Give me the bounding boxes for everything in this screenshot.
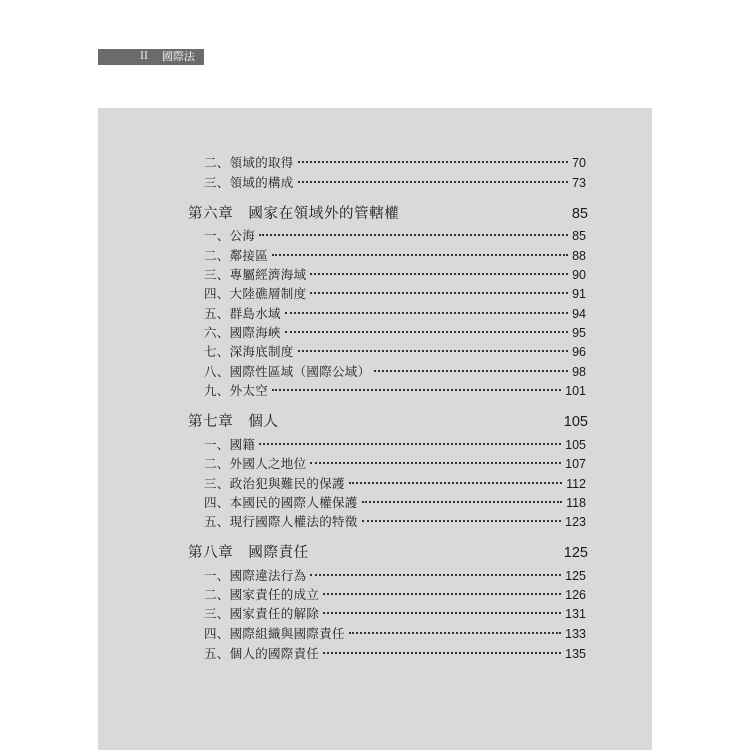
dot-leader	[298, 161, 568, 163]
dot-leader	[272, 389, 561, 391]
toc-entry[interactable]	[204, 455, 586, 473]
toc-entry[interactable]	[204, 343, 586, 361]
entry-page: 118	[566, 496, 586, 510]
entry-title: 二、領域的取得	[204, 155, 294, 170]
toc-entry[interactable]	[204, 567, 586, 585]
entry-title: 三、專屬經濟海域	[204, 267, 307, 282]
entry-page: 112	[566, 477, 586, 491]
toc-entry[interactable]	[204, 586, 586, 604]
dot-leader	[298, 350, 568, 352]
entry-title: 八、國際性區域（國際公域）	[204, 364, 371, 379]
entry-title: 三、政治犯與難民的保護	[204, 476, 345, 491]
dot-leader	[285, 331, 568, 333]
dot-leader	[259, 443, 561, 445]
running-header	[98, 49, 204, 65]
chapter-page: 85	[571, 206, 588, 222]
toc-entry[interactable]	[204, 436, 586, 454]
toc-entry[interactable]	[204, 227, 586, 245]
toc-entry[interactable]	[204, 363, 586, 381]
toc-panel	[98, 108, 652, 750]
toc-entry[interactable]	[204, 625, 586, 643]
toc-entry[interactable]	[204, 324, 586, 342]
entry-title: 九、外太空	[204, 383, 269, 398]
entry-page: 131	[565, 607, 586, 621]
toc-entry[interactable]	[204, 475, 586, 493]
header-page-number: II	[140, 51, 148, 62]
toc-entry[interactable]	[204, 174, 586, 192]
entry-page: 88	[572, 249, 586, 263]
entry-page: 90	[572, 268, 586, 282]
entry-title: 五、群島水域	[204, 306, 281, 321]
entry-title: 二、外國人之地位	[204, 456, 307, 471]
entry-title: 五、個人的國際責任	[204, 646, 320, 661]
entry-title: 一、公海	[204, 228, 256, 243]
entry-page: 98	[572, 365, 586, 379]
entry-title: 四、本國民的國際人權保護	[204, 495, 358, 510]
entry-page: 101	[565, 384, 586, 398]
toc-entry[interactable]	[204, 247, 586, 265]
toc-entry[interactable]	[204, 605, 586, 623]
dot-leader	[310, 462, 561, 464]
entry-title: 三、領域的構成	[204, 175, 294, 190]
entry-title: 七、深海底制度	[204, 344, 294, 359]
chapter-heading-8[interactable]	[188, 542, 588, 564]
entry-title: 四、國際組織與國際責任	[204, 626, 345, 641]
entry-page: 95	[572, 326, 586, 340]
toc-list	[98, 108, 652, 750]
entry-page: 96	[572, 345, 586, 359]
dot-leader	[323, 612, 561, 614]
header-book-title: 國際法	[161, 50, 195, 63]
dot-leader	[285, 312, 568, 314]
dot-leader	[323, 593, 561, 595]
toc-entry[interactable]	[204, 266, 586, 284]
dot-leader	[310, 292, 568, 294]
chapter-page: 105	[563, 414, 588, 430]
entry-title: 二、鄰接區	[204, 248, 269, 263]
dot-leader	[362, 520, 562, 522]
entry-page: 70	[572, 156, 586, 170]
dot-leader	[310, 273, 568, 275]
entry-page: 94	[572, 307, 586, 321]
toc-entry[interactable]	[204, 285, 586, 303]
chapter-heading-6[interactable]	[188, 203, 588, 225]
chapter-title: 第七章 個人	[188, 414, 279, 430]
dot-leader	[259, 234, 568, 236]
toc-entry[interactable]	[204, 154, 586, 172]
chapter-title: 第八章 國際責任	[188, 545, 309, 561]
entry-title: 三、國家責任的解除	[204, 606, 320, 621]
entry-page: 91	[572, 287, 586, 301]
dot-leader	[349, 632, 561, 634]
toc-entry[interactable]	[204, 494, 586, 512]
entry-page: 123	[565, 515, 586, 529]
toc-entry[interactable]	[204, 513, 586, 531]
entry-title: 五、現行國際人權法的特徵	[204, 514, 358, 529]
entry-page: 85	[572, 229, 586, 243]
entry-page: 126	[565, 588, 586, 602]
dot-leader	[310, 574, 561, 576]
entry-page: 105	[565, 438, 586, 452]
dot-leader	[349, 482, 562, 484]
entry-page: 133	[565, 627, 586, 641]
entry-title: 四、大陸礁層制度	[204, 286, 307, 301]
toc-entry[interactable]	[204, 645, 586, 663]
dot-leader	[374, 370, 568, 372]
chapter-title: 第六章 國家在領域外的管轄權	[188, 206, 400, 222]
entry-page: 107	[565, 457, 586, 471]
dot-leader	[272, 254, 568, 256]
entry-title: 六、國際海峽	[204, 325, 281, 340]
dot-leader	[362, 501, 562, 503]
chapter-heading-7[interactable]	[188, 411, 588, 433]
entry-page: 73	[572, 176, 586, 190]
entry-page: 135	[565, 647, 586, 661]
dot-leader	[323, 652, 561, 654]
entry-title: 一、國際違法行為	[204, 568, 307, 583]
entry-title: 一、國籍	[204, 437, 256, 452]
toc-entry[interactable]	[204, 382, 586, 400]
toc-entry[interactable]	[204, 305, 586, 323]
entry-page: 125	[565, 569, 586, 583]
entry-title: 二、國家責任的成立	[204, 587, 320, 602]
chapter-page: 125	[563, 545, 588, 561]
dot-leader	[298, 181, 568, 183]
